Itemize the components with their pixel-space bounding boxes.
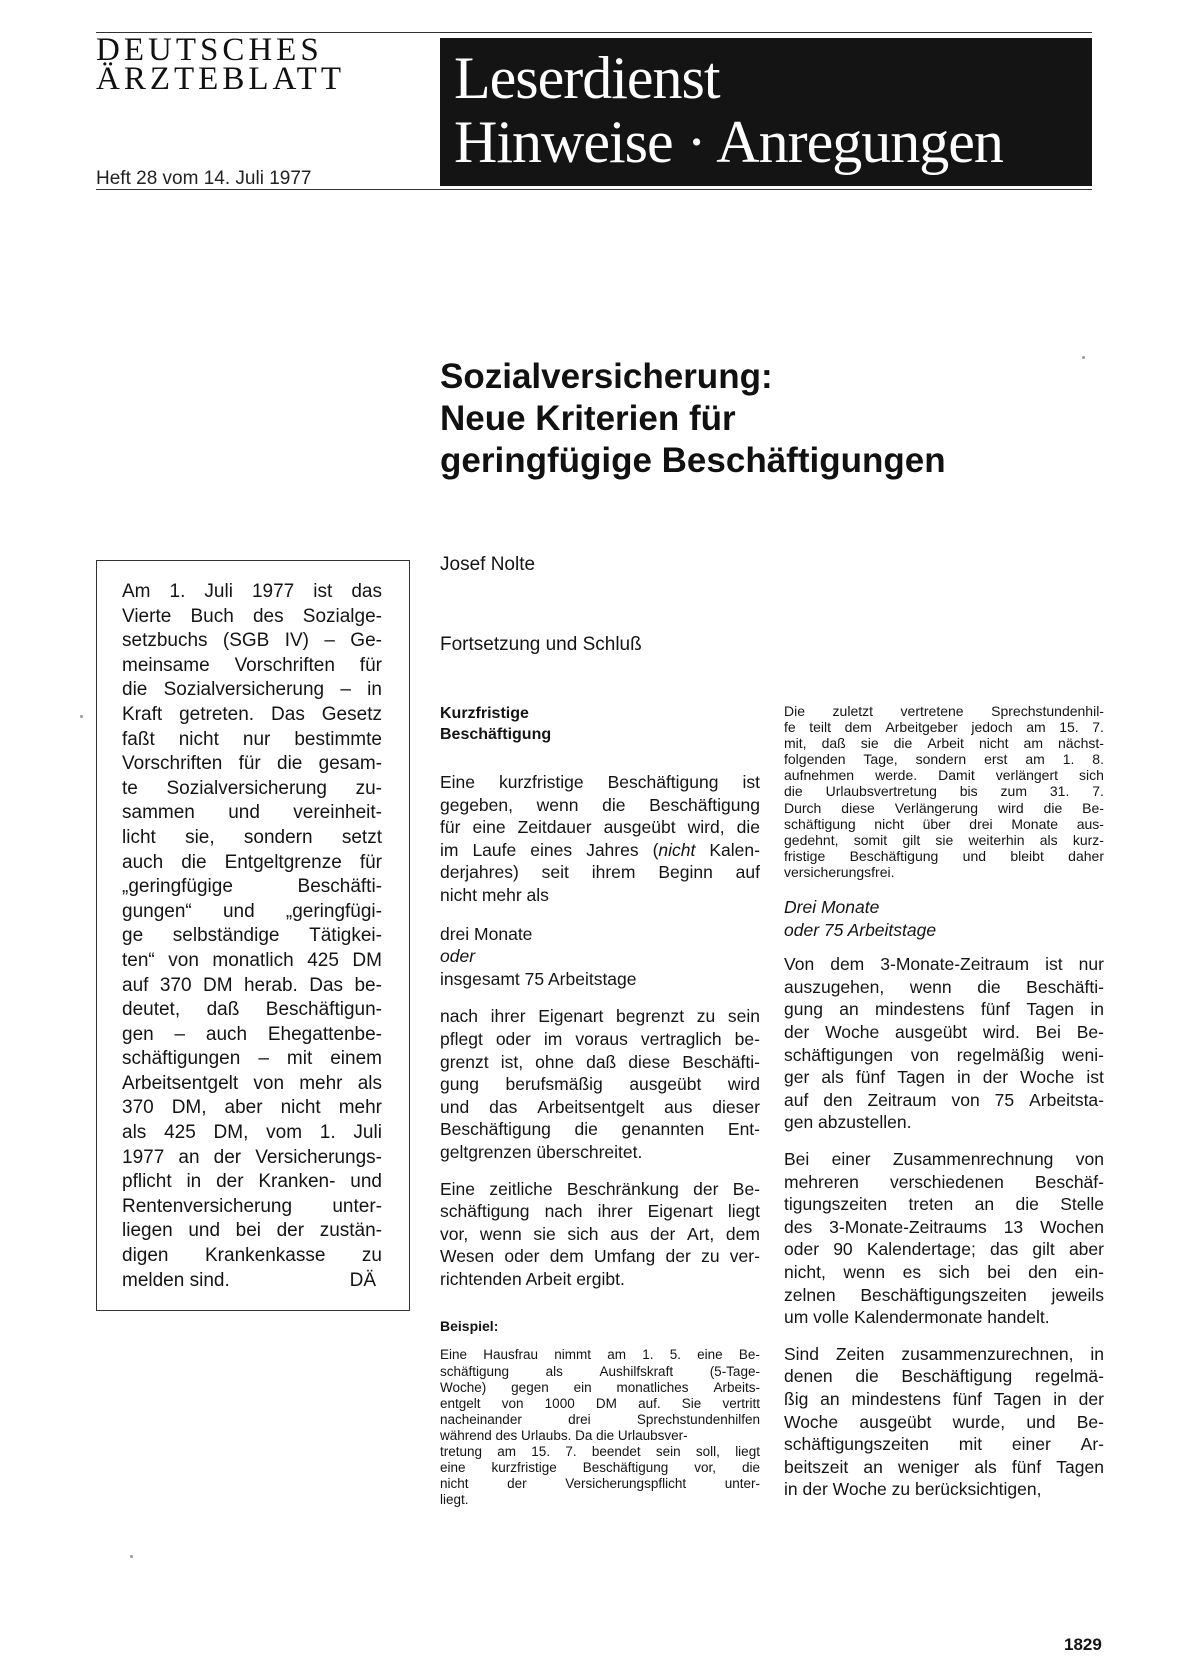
text-line: schäftigungen – mit einem (122, 1048, 382, 1070)
text-line: fe teilt dem Arbeitgeber jedoch am 15. 7. (784, 719, 1104, 736)
text-line: Arbeitsentgelt von mehr als (122, 1072, 382, 1094)
list-item: oder (440, 946, 476, 967)
text-line: oder 90 Kalendertage; das gilt aber (784, 1239, 1104, 1260)
text-line: Vierte Buch des Sozialge- (122, 605, 382, 627)
text-line: digen Krankenkasse zu (122, 1245, 382, 1267)
text-line: gen – auch Ehegattenbe- (122, 1023, 382, 1045)
bottom-rule (96, 189, 1092, 190)
list-item: insgesamt 75 Arbeitstage (440, 968, 637, 989)
text-line: Rentenversicherung unter- (122, 1195, 382, 1217)
text-line: Sind Zeiten zusammenzurechnen, in (784, 1343, 1104, 1364)
text-line: nacheinander drei Sprechstundenhilfen (440, 1411, 760, 1427)
text-line: gung berufsmäßig ausgeübt wird (440, 1074, 760, 1095)
text-line: als 425 DM, vom 1. Juli (122, 1122, 382, 1144)
banner-line1: Leserdienst (454, 45, 720, 111)
article-headline (440, 356, 1060, 482)
text-line: eine kurzfristige Beschäftigung vor, die (440, 1460, 760, 1476)
text-line: geltgrenzen überschreitet. (440, 1141, 643, 1162)
text-line: während des Urlaubs. Da die Urlaubsver- (440, 1427, 688, 1443)
text-line: melden sind. DÄ (122, 1269, 376, 1291)
headline-line1: Sozialversicherung: (440, 357, 773, 396)
text-line: meinsame Vorschriften für (122, 654, 382, 676)
example-text (440, 1347, 760, 1508)
text-line: derjahres) seit ihrem Beginn auf (440, 862, 760, 883)
text-line: liegt. (440, 1492, 469, 1508)
text-line: Bei einer Zusammenrechnung von (784, 1148, 1104, 1169)
column-1 (440, 703, 760, 1508)
list-item: drei Monate (440, 923, 533, 944)
text-line: sammen und vereinheit- (122, 802, 382, 824)
text-line: nicht mehr als (440, 884, 549, 905)
text-line: Woche ausgeübt wurde, und Be- (784, 1411, 1104, 1432)
text-line: Am 1. Juli 1977 ist das (122, 581, 382, 602)
banner-line2: Hinweise · Anregungen (454, 109, 1003, 175)
example-heading: Beispiel: (440, 1318, 499, 1335)
text-line: gungen“ und „geringfügi- (122, 900, 382, 922)
text-line: liegen und bei der zustän- (122, 1220, 382, 1242)
text-line: ge selbständige Tätigkei- (122, 925, 382, 947)
text-line: Eine zeitliche Beschränkung der Be- (440, 1178, 760, 1199)
text-line: richtenden Arbeit ergibt. (440, 1268, 625, 1289)
text-line: Eine Hausfrau nimmt am 1. 5. eine Be- (440, 1347, 760, 1363)
column-2 (784, 703, 1104, 1501)
col2-heading-line1: Drei Monate (784, 897, 880, 918)
text-line: 370 DM, aber nicht mehr (122, 1097, 382, 1119)
text-line: mit, daß sie die Arbeit nicht am nächst- (784, 735, 1104, 752)
text-line: te Sozialversicherung zu- (122, 777, 382, 799)
text-line: auch die Entgeltgrenze für (122, 851, 382, 873)
text-line: Beschäftigung die genannten Ent- (440, 1119, 760, 1140)
text-line: schäftigung als Aushilfskraft (5-Tage- (440, 1363, 760, 1379)
text-line: pflegt oder im voraus vertraglich be- (440, 1028, 760, 1049)
col2-paragraph-2 (784, 953, 1104, 1134)
col2-paragraph-4 (784, 1343, 1104, 1501)
col2-heading (784, 896, 1104, 941)
text-line: pflicht in der Kranken- und (122, 1171, 382, 1193)
text-line: Vorschriften für die gesam- (122, 753, 382, 775)
text-line: faßt nicht nur bestimmte (122, 728, 382, 750)
col1-heading (440, 703, 760, 745)
page-number: 1829 (1064, 1635, 1102, 1654)
text-line: tigungszeiten treten an die Stelle (784, 1194, 1104, 1215)
text-line: die Urlaubsvertretung bis zum 31. 7. (784, 783, 1104, 800)
text-line: gegeben, wenn die Beschäftigung (440, 794, 760, 815)
text-line: schäftigung nach ihrer Eigenart liegt (440, 1201, 760, 1222)
text-line: beitszeit an weniger als fünf Tagen (784, 1456, 1104, 1477)
text-line: gedehnt, somit gilt sie weiterhin als kurz- (784, 831, 1104, 848)
text-line: schäftigungszeiten mit einer Ar- (784, 1434, 1104, 1455)
col2-heading-line2: oder 75 Arbeitstage (784, 919, 937, 940)
text-line: der Woche ausgeübt wird. Bei Be- (784, 1022, 1104, 1042)
text-line: entgelt von 1000 DM auf. Sie vertritt (440, 1395, 760, 1411)
col1-paragraph-1 (440, 771, 760, 907)
text-line: aufnehmen werde. Damit verlängert sich (784, 767, 1104, 784)
text-line: „geringfügige Beschäfti- (122, 876, 382, 898)
text-line: schäftigungen von regelmäßig weni- (784, 1044, 1104, 1065)
text-line: auszugehen, wenn die Beschäfti- (784, 976, 1104, 997)
duration-list (440, 923, 760, 991)
text-line: vor, wenn sie sich aus der Art, dem (440, 1223, 760, 1244)
summary-text (122, 580, 382, 1293)
text-line: in der Woche zu berücksichtigen, (784, 1479, 1042, 1500)
text-line: fristige Beschäftigung und bleibt daher (784, 847, 1104, 864)
col1-paragraph-2 (440, 1005, 760, 1163)
text-line: nicht, wenn es sich bei den ein- (784, 1261, 1104, 1282)
text-line: Wesen oder dem Umfang der zu ver- (440, 1246, 760, 1267)
text-line: im Laufe eines Jahres (nicht Kalen- (440, 839, 760, 860)
text-line: auf den Zeitraum von 75 Arbeitsta- (784, 1089, 1104, 1110)
text-line: die Sozialversicherung – in (122, 679, 382, 701)
masthead-line2: ÄRZTEBLATT (96, 61, 345, 97)
text-line: ßig an mindestens fünf Tagen in der (784, 1388, 1104, 1409)
text-line: gung an mindestens fünf Tagen in (784, 999, 1104, 1020)
col1-heading-line2: Beschäftigung (440, 726, 552, 743)
author: Josef Nolte (440, 554, 536, 575)
text-line: denen die Beschäftigung regelmä- (784, 1366, 1104, 1387)
headline-line2: Neue Kriterien für (440, 399, 736, 438)
masthead (96, 32, 416, 97)
text-line: gen abzustellen. (784, 1112, 912, 1133)
text-line: auf 370 DM herab. Das be- (122, 974, 382, 996)
masthead-line1: DEUTSCHES (96, 32, 323, 68)
text-line: zelnen Beschäftigungszeiten jeweils (784, 1284, 1104, 1305)
col1-heading-line1: Kurzfristige (440, 705, 529, 722)
headline-line3: geringfügige Beschäftigungen (440, 441, 946, 480)
text-line: Von dem 3-Monate-Zeitraum ist nur (784, 954, 1104, 975)
print-speck (130, 1555, 133, 1558)
text-line: grenzt ist, ohne daß diese Beschäfti- (440, 1051, 760, 1072)
text-line: mehreren verschiedenen Beschäf- (784, 1171, 1104, 1192)
text-line: für eine Zeitdauer ausgeübt wird, die (440, 817, 760, 838)
text-line: schäftigung nicht über drei Monate aus- (784, 815, 1104, 832)
col1-paragraph-3 (440, 1178, 760, 1291)
section-banner (440, 38, 1092, 186)
text-line: deutet, daß Beschäftigun- (122, 999, 382, 1021)
issue-line: Heft 28 vom 14. Juli 1977 (96, 168, 312, 189)
text-line: nicht der Versicherungspflicht unter- (440, 1476, 760, 1492)
print-speck (1082, 356, 1085, 359)
text-line: Kraft getreten. Das Gesetz (122, 703, 382, 725)
text-line: 1977 an der Versicherungs- (122, 1146, 382, 1168)
text-line: Durch diese Verlängerung wird die Be- (784, 799, 1104, 816)
text-line: tretung am 15. 7. beendet sein soll, liegt (440, 1444, 760, 1460)
text-line: licht sie, sondern setzt (122, 826, 382, 848)
text-line: Woche) gegen ein monatliches Arbeits- (440, 1379, 760, 1395)
text-line: des 3-Monate-Zeitraums 13 Wochen (784, 1216, 1104, 1237)
col2-paragraph-1 (784, 703, 1104, 880)
text-line: setzbuchs (SGB IV) – Ge- (122, 630, 382, 652)
text-line: ger als fünf Tagen in der Woche ist (784, 1067, 1104, 1088)
text-line: ten“ von monatlich 425 DM (122, 949, 382, 971)
text-line: nach ihrer Eigenart begrenzt zu sein (440, 1006, 760, 1027)
col2-paragraph-3 (784, 1148, 1104, 1329)
text-line: und das Arbeitsentgelt aus dieser (440, 1096, 760, 1117)
text-line: um volle Kalendermonate handelt. (784, 1307, 1050, 1328)
print-speck (80, 715, 83, 718)
continuation-note: Fortsetzung und Schluß (440, 634, 642, 655)
text-line: Die zuletzt vertretene Sprechstundenhil- (784, 703, 1104, 719)
text-line: Eine kurzfristige Beschäftigung ist (440, 772, 760, 792)
text-line: versicherungsfrei. (784, 863, 895, 880)
text-line: folgenden Tage, sondern erst am 1. 8. (784, 751, 1104, 768)
